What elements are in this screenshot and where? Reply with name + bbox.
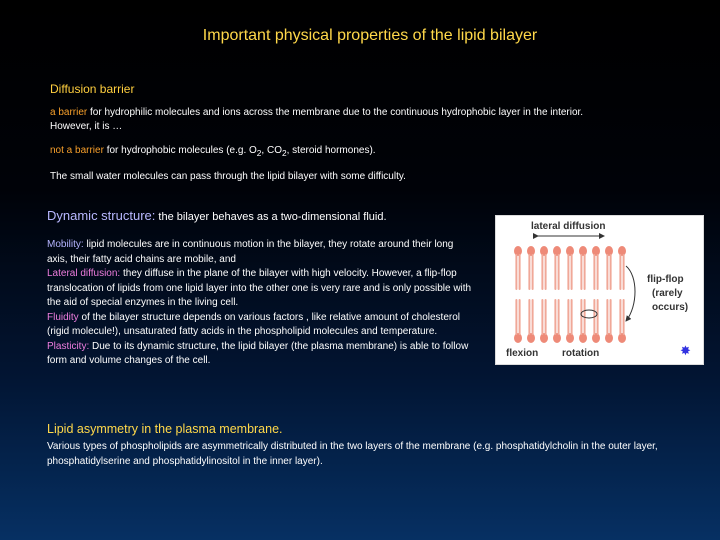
flip-flop-occurs-caption: occurs) — [652, 302, 689, 313]
lipid-head — [618, 246, 626, 256]
mobility-label: Mobility: — [47, 239, 84, 250]
lipid-inner-1 — [527, 300, 535, 343]
fluidity-label: Fluidity — [47, 311, 79, 323]
water-paragraph: The small water molecules can pass through the lipid bilayer with some difficulty. — [50, 171, 406, 182]
subscript-2b: 2 — [281, 148, 287, 158]
lipid-head — [592, 246, 600, 256]
dynamic-structure-text: the bilayer behaves as a two-dimensional fluid. — [155, 211, 387, 223]
lateral-diffusion-text: they diffuse in the plane of the bilayer with high velocity. However, a flip-flop translocation of lipids from one lipid layer into the other one is very rare and is only possible with the aid of special enzymes in the living cell. — [47, 268, 472, 308]
lipid-head — [527, 333, 535, 343]
lipid-head — [566, 246, 574, 256]
lipid-inner-0 — [514, 300, 522, 343]
lateral-diffusion-caption: lateral diffusion — [531, 221, 606, 232]
flip-flop-caption: flip-flop — [647, 274, 684, 285]
lipid-head — [527, 246, 535, 256]
lipid-head — [605, 246, 613, 256]
mobility-text: lipid molecules are in continuous motion in the bilayer, they rotate around their long axis, their fatty acid chains are mobile, and — [47, 239, 454, 265]
lipid-inner-4 — [566, 300, 574, 343]
not-barrier-text-post: , steroid hormones). — [286, 145, 376, 156]
not-barrier-paragraph — [50, 144, 680, 160]
lipid-head — [592, 333, 600, 343]
subscript-2a: 2 — [256, 148, 262, 158]
lipid-inner-8 — [618, 300, 626, 343]
diffusion-barrier-heading: Diffusion barrier — [50, 82, 135, 96]
lipid-head — [540, 246, 548, 256]
barrier-highlight: a barrier — [50, 107, 88, 118]
lipid-head — [553, 333, 561, 343]
lipid-outer-4 — [566, 246, 574, 289]
lipid-head — [579, 333, 587, 343]
dynamic-structure-body — [47, 238, 475, 369]
lipid-head — [618, 333, 626, 343]
lipid-outer-2 — [540, 246, 548, 289]
lipid-head — [540, 333, 548, 343]
rotation-caption: rotation — [562, 348, 600, 359]
barrier-text: for hydrophilic molecules and ions across the membrane due to the continuous hydrophobic layer in the interior. — [87, 107, 584, 118]
lipid-head — [579, 246, 587, 256]
lipid-head — [566, 333, 574, 343]
lipid-asymmetry-heading: Lipid asymmetry in the plasma membrane. — [47, 422, 283, 436]
lipid-outer-1 — [527, 246, 535, 289]
lipid-inner-5 — [579, 300, 587, 343]
not-barrier-highlight: not a barrier — [50, 145, 104, 156]
lipid-head — [553, 246, 561, 256]
lipid-outer-6 — [592, 246, 600, 289]
lateral-diffusion-label: Lateral diffusion: — [47, 268, 121, 279]
lipid-inner-3 — [553, 300, 561, 343]
dynamic-structure-heading — [47, 208, 487, 223]
lipid-bilayer-figure — [495, 215, 704, 365]
lipid-head — [605, 333, 613, 343]
lipid-inner-6 — [592, 300, 600, 343]
lipid-outer-5 — [579, 246, 587, 289]
lipid-outer-8 — [618, 246, 626, 289]
lipid-inner-7 — [605, 300, 613, 343]
dynamic-structure-label: Dynamic structure: — [47, 208, 156, 223]
lipid-inner-2 — [540, 300, 548, 343]
lipid-molecules — [514, 246, 626, 343]
lipid-bilayer-diagram — [496, 216, 703, 364]
barrier-continuation: However, it is … — [50, 121, 123, 132]
page-title: Important physical properties of the lipid bilayer — [202, 27, 538, 44]
lipid-head — [514, 333, 522, 343]
diffusion-barrier-section — [50, 82, 680, 194]
plasticity-label: Plasticity: — [47, 340, 90, 352]
lipid-asymmetry-text: Various types of phospholipids are asymmetrically distributed in the two layers of the membrane (e.g. phosphatidylcholin in the outer layer, phosphatidylserine and phosphatidylinositol in the inner layer). — [47, 441, 658, 467]
fluidity-text: of the bilayer structure depends on various factors , like relative amount of cholesterol (rigid molecule!), unsaturated fatty acids in the phospholipid molecules and temperature. — [47, 311, 460, 337]
barrier-paragraph — [50, 106, 680, 134]
flip-flop-arrow-icon — [626, 266, 635, 321]
star-icon: ✸ — [680, 343, 691, 358]
flip-flop-rarely-caption: (rarely — [652, 288, 683, 299]
not-barrier-text-mid: , CO — [261, 145, 282, 156]
lipid-outer-7 — [605, 246, 613, 289]
lipid-outer-0 — [514, 246, 522, 289]
plasticity-text: Due to its dynamic structure, the lipid bilayer (the plasma membrane) is able to follow form and volume changes of the cell. — [47, 340, 469, 366]
not-barrier-text-pre: for hydrophobic molecules (e.g. O — [103, 145, 257, 156]
lipid-outer-3 — [553, 246, 561, 289]
flexion-caption: flexion — [506, 348, 539, 359]
lipid-head — [514, 246, 522, 256]
